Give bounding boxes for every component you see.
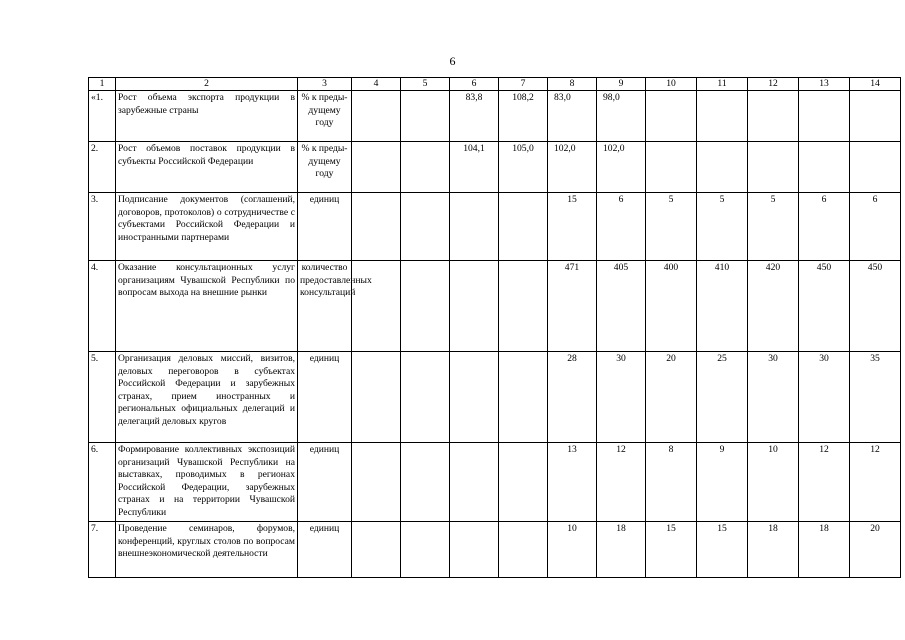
row-number-cell: 7. bbox=[89, 522, 116, 578]
row-number-cell: 2. bbox=[89, 142, 116, 193]
unit-cell: % к преды-дущему году bbox=[298, 142, 352, 193]
value-cell bbox=[499, 352, 548, 443]
column-number-cell: 7 bbox=[499, 78, 548, 91]
table-row bbox=[89, 261, 901, 352]
value-cell bbox=[450, 443, 499, 522]
value-cell bbox=[799, 91, 850, 142]
column-number-cell: 9 bbox=[597, 78, 646, 91]
unit-cell: единиц bbox=[298, 522, 352, 578]
indicator-name-cell: Рост объема экспорта продукции в зарубежные страны bbox=[116, 91, 298, 142]
value-cell bbox=[401, 91, 450, 142]
value-cell: 6 bbox=[597, 193, 646, 261]
value-cell: 18 bbox=[748, 522, 799, 578]
indicator-name-cell: Подписание документов (соглашений, договоров, протоколов) о сотрудничестве с субъектами Российской Федерации и иностранными партнерами bbox=[116, 193, 298, 261]
column-number-cell: 14 bbox=[850, 78, 901, 91]
column-number-cell: 8 bbox=[548, 78, 597, 91]
value-cell bbox=[352, 352, 401, 443]
value-cell: 10 bbox=[748, 443, 799, 522]
value-cell bbox=[401, 142, 450, 193]
value-cell: 102,0 bbox=[597, 142, 646, 193]
value-cell: 98,0 bbox=[597, 91, 646, 142]
value-cell: 15 bbox=[697, 522, 748, 578]
value-cell: 405 bbox=[597, 261, 646, 352]
value-cell bbox=[352, 142, 401, 193]
value-cell: 105,0 bbox=[499, 142, 548, 193]
column-number-cell: 13 bbox=[799, 78, 850, 91]
value-cell: 30 bbox=[799, 352, 850, 443]
indicator-name-cell: Проведение семинаров, форумов, конференций, круглых столов по вопросам внешнеэкономической деятельности bbox=[116, 522, 298, 578]
value-cell bbox=[450, 352, 499, 443]
value-cell: 25 bbox=[697, 352, 748, 443]
unit-cell: % к преды-дущему году bbox=[298, 91, 352, 142]
value-cell bbox=[499, 522, 548, 578]
row-number-cell: 6. bbox=[89, 443, 116, 522]
value-cell: 6 bbox=[850, 193, 901, 261]
column-number-cell: 1 bbox=[89, 78, 116, 91]
column-number-cell: 11 bbox=[697, 78, 748, 91]
column-number-cell: 10 bbox=[646, 78, 697, 91]
column-number-cell: 4 bbox=[352, 78, 401, 91]
value-cell bbox=[748, 91, 799, 142]
indicator-name-cell: Рост объемов поставок продукции в субъекты Российской Федерации bbox=[116, 142, 298, 193]
value-cell bbox=[850, 142, 901, 193]
column-number-cell: 2 bbox=[116, 78, 298, 91]
value-cell: 450 bbox=[799, 261, 850, 352]
value-cell bbox=[499, 261, 548, 352]
column-number-cell: 3 bbox=[298, 78, 352, 91]
value-cell: 104,1 bbox=[450, 142, 499, 193]
value-cell bbox=[401, 443, 450, 522]
row-number-cell: 5. bbox=[89, 352, 116, 443]
value-cell: 30 bbox=[597, 352, 646, 443]
page-number: 6 bbox=[449, 54, 456, 68]
row-number-cell: «1. bbox=[89, 91, 116, 142]
value-cell: 5 bbox=[697, 193, 748, 261]
value-cell bbox=[450, 261, 499, 352]
table-row bbox=[89, 142, 901, 193]
table-row bbox=[89, 91, 901, 142]
column-number-cell: 5 bbox=[401, 78, 450, 91]
indicator-name-cell: Организация деловых миссий, визитов, деловых переговоров в субъектах Российской Федерации и зарубежных странах, прием иностранных и региональных официальных делегаций и делегаций деловых кругов bbox=[116, 352, 298, 443]
value-cell: 12 bbox=[799, 443, 850, 522]
value-cell: 471 bbox=[548, 261, 597, 352]
table-row bbox=[89, 352, 901, 443]
unit-cell: единиц bbox=[298, 443, 352, 522]
value-cell: 450 bbox=[850, 261, 901, 352]
value-cell: 18 bbox=[799, 522, 850, 578]
value-cell bbox=[352, 443, 401, 522]
value-cell: 35 bbox=[850, 352, 901, 443]
value-cell bbox=[697, 91, 748, 142]
column-number-cell: 12 bbox=[748, 78, 799, 91]
value-cell bbox=[646, 91, 697, 142]
value-cell bbox=[352, 522, 401, 578]
value-cell: 15 bbox=[548, 193, 597, 261]
table-row bbox=[89, 522, 901, 578]
row-number-cell: 4. bbox=[89, 261, 116, 352]
value-cell bbox=[748, 142, 799, 193]
value-cell bbox=[450, 193, 499, 261]
value-cell: 420 bbox=[748, 261, 799, 352]
unit-cell: единиц bbox=[298, 193, 352, 261]
value-cell: 8 bbox=[646, 443, 697, 522]
table-header-row bbox=[89, 78, 901, 91]
value-cell: 6 bbox=[799, 193, 850, 261]
value-cell: 10 bbox=[548, 522, 597, 578]
value-cell: 410 bbox=[697, 261, 748, 352]
value-cell: 18 bbox=[597, 522, 646, 578]
value-cell: 102,0 bbox=[548, 142, 597, 193]
value-cell: 12 bbox=[597, 443, 646, 522]
value-cell bbox=[646, 142, 697, 193]
value-cell: 13 bbox=[548, 443, 597, 522]
indicators-table bbox=[88, 77, 901, 578]
value-cell bbox=[697, 142, 748, 193]
value-cell bbox=[401, 352, 450, 443]
row-number-cell: 3. bbox=[89, 193, 116, 261]
indicator-name-cell: Формирование коллективных экспозиций организаций Чувашской Республики на выставках, проводимых в регионах Российской Федерации, зарубежных странах и на территории Чувашской Республики bbox=[116, 443, 298, 522]
value-cell: 12 bbox=[850, 443, 901, 522]
value-cell: 83,0 bbox=[548, 91, 597, 142]
value-cell bbox=[352, 91, 401, 142]
value-cell bbox=[799, 142, 850, 193]
value-cell bbox=[401, 522, 450, 578]
table-row bbox=[89, 443, 901, 522]
table-row bbox=[89, 193, 901, 261]
value-cell: 400 bbox=[646, 261, 697, 352]
value-cell bbox=[850, 91, 901, 142]
value-cell: 20 bbox=[850, 522, 901, 578]
value-cell: 108,2 bbox=[499, 91, 548, 142]
value-cell: 30 bbox=[748, 352, 799, 443]
value-cell bbox=[499, 193, 548, 261]
value-cell bbox=[352, 193, 401, 261]
value-cell bbox=[401, 193, 450, 261]
value-cell: 9 bbox=[697, 443, 748, 522]
value-cell: 5 bbox=[646, 193, 697, 261]
unit-cell: единиц bbox=[298, 352, 352, 443]
value-cell: 83,8 bbox=[450, 91, 499, 142]
value-cell: 5 bbox=[748, 193, 799, 261]
column-number-cell: 6 bbox=[450, 78, 499, 91]
value-cell bbox=[401, 261, 450, 352]
value-cell bbox=[499, 443, 548, 522]
value-cell: 15 bbox=[646, 522, 697, 578]
value-cell bbox=[450, 522, 499, 578]
indicator-name-cell: Оказание консультационных услуг организациям Чувашской Республики по вопросам выхода на внешние рынки bbox=[116, 261, 298, 352]
unit-cell: количество предоставленных консультаций bbox=[298, 261, 352, 352]
value-cell: 28 bbox=[548, 352, 597, 443]
value-cell: 20 bbox=[646, 352, 697, 443]
